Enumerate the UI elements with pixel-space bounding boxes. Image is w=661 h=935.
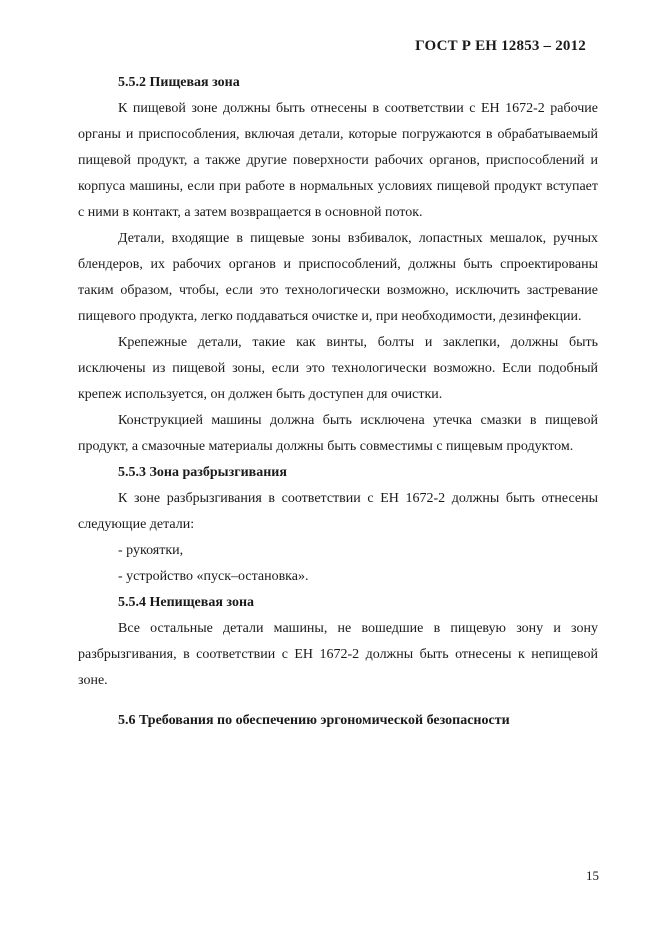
section-heading-5-6: 5.6 Требования по обеспечению эргономической безопасности bbox=[118, 713, 510, 728]
document-code-header: ГОСТ Р ЕН 12853 – 2012 bbox=[415, 38, 586, 54]
document-body bbox=[78, 70, 598, 734]
list-item: - устройство «пуск–остановка». bbox=[118, 569, 309, 584]
page-number: 15 bbox=[586, 868, 599, 883]
paragraph: Конструкцией машины должна быть исключена утечка смазки в пищевой продукт, а смазочные материалы должны быть совместимы с пищевым продуктом. bbox=[78, 413, 598, 454]
section-heading-5-5-2: 5.5.2 Пищевая зона bbox=[118, 75, 240, 90]
paragraph: Все остальные детали машины, не вошедшие в пищевую зону и зону разбрызгивания, в соответствии с ЕН 1672-2 должны быть отнесены к непищевой зоне. bbox=[78, 621, 598, 688]
paragraph: К пищевой зоне должны быть отнесены в соответствии с ЕН 1672-2 рабочие органы и приспособления, включая детали, которые погружаются в обрабатываемый пищевой продукт, а также другие поверхности рабочих органов, приспособлений и корпуса машины, если при работе в нормальных условиях пищевой продукт вступает с ними в контакт, а затем возвращается в основной поток. bbox=[78, 101, 598, 220]
paragraph: Детали, входящие в пищевые зоны взбивалок, лопастных мешалок, ручных блендеров, их рабочих органов и приспособлений, должны быть спроектированы таким образом, чтобы, если это технологически возможно, исключить застревание пищевого продукта, легко поддаваться очистке и, при необходимости, дезинфекции. bbox=[78, 231, 598, 324]
paragraph: К зоне разбрызгивания в соответствии с ЕН 1672-2 должны быть отнесены следующие детали: bbox=[78, 491, 598, 532]
paragraph: Крепежные детали, такие как винты, болты и заклепки, должны быть исключены из пищевой зоны, если это технологически возможно. Если подобный крепеж используется, он должен быть доступен для очистки. bbox=[78, 335, 598, 402]
section-heading-5-5-3: 5.5.3 Зона разбрызгивания bbox=[118, 465, 287, 480]
spacer bbox=[78, 694, 598, 708]
list-item: - рукоятки, bbox=[118, 543, 184, 558]
section-heading-5-5-4: 5.5.4 Непищевая зона bbox=[118, 595, 255, 610]
